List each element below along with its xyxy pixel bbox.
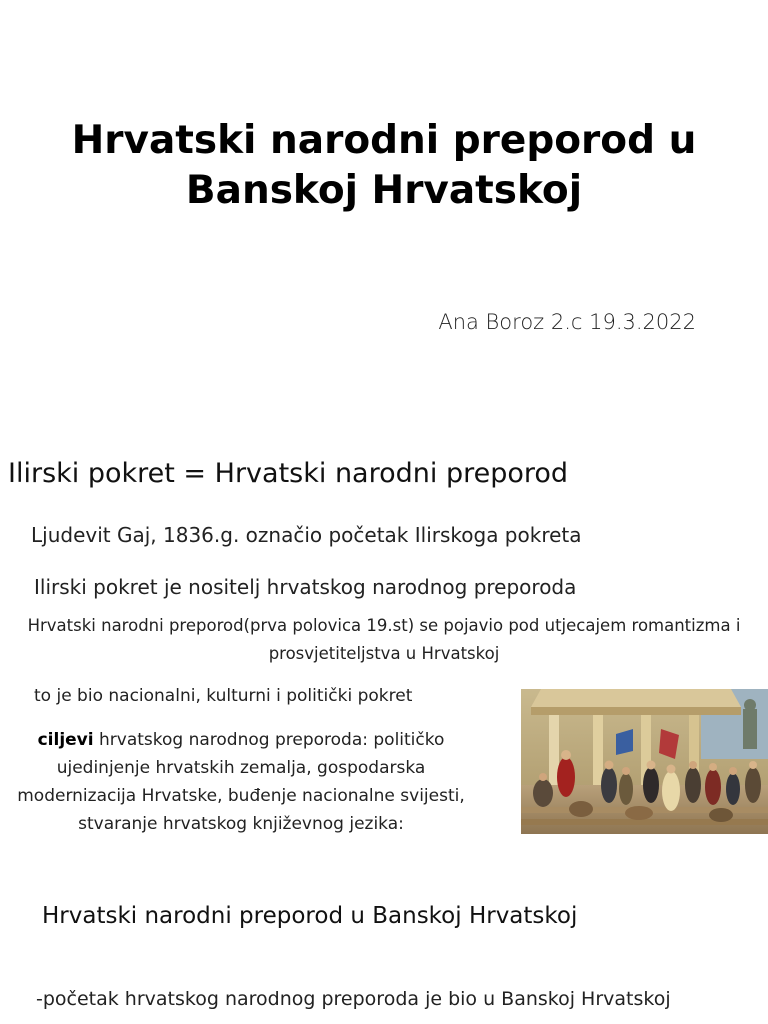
text-pocetak-preporoda: -početak hrvatskog narodnog preporoda je bio u Banskoj Hrvatskoj [36, 988, 671, 1010]
text-goals [0, 726, 482, 838]
page-title [0, 116, 768, 216]
text-ilirski-nositelj: Ilirski pokret je nositelj hrvatskog narodnog preporoda [34, 575, 577, 599]
title-line-2: Banskoj Hrvatskoj [185, 168, 583, 213]
text-preporod-line-1: Hrvatski narodni preporod(prva polovica 19.st) se pojavio pod utjecajem romantizma i [27, 616, 741, 635]
historical-painting-image [521, 689, 768, 834]
goals-line-3: modernizacija Hrvatske, buđenje nacionalne svijesti, [17, 786, 465, 806]
goals-line-1: hrvatskog narodnog preporoda: političko [93, 730, 445, 750]
title-line-1: Hrvatski narodni preporod u [71, 118, 697, 163]
text-preporod-romantizam [0, 612, 768, 668]
section-heading-banska-hrvatska: Hrvatski narodni preporod u Banskoj Hrvatskoj [42, 903, 578, 929]
goals-line-4: stvaranje hrvatskog književnog jezika: [78, 814, 404, 834]
text-preporod-line-2: prosvjetiteljstva u Hrvatskoj [268, 644, 500, 663]
section-heading-ilirski-pokret: Ilirski pokret = Hrvatski narodni preporod [8, 458, 569, 489]
text-ljudevit-gaj: Ljudevit Gaj, 1836.g. označio početak Ilirskoga pokreta [31, 523, 582, 547]
author-date-line: Ana Boroz 2.c 19.3.2022 [438, 310, 696, 334]
text-pokret-type: to je bio nacionalni, kulturni i politički pokret [34, 686, 413, 706]
goals-bold-word: ciljevi [37, 730, 94, 750]
goals-line-2: ujedinjenje hrvatskih zemalja, gospodarska [56, 758, 426, 778]
